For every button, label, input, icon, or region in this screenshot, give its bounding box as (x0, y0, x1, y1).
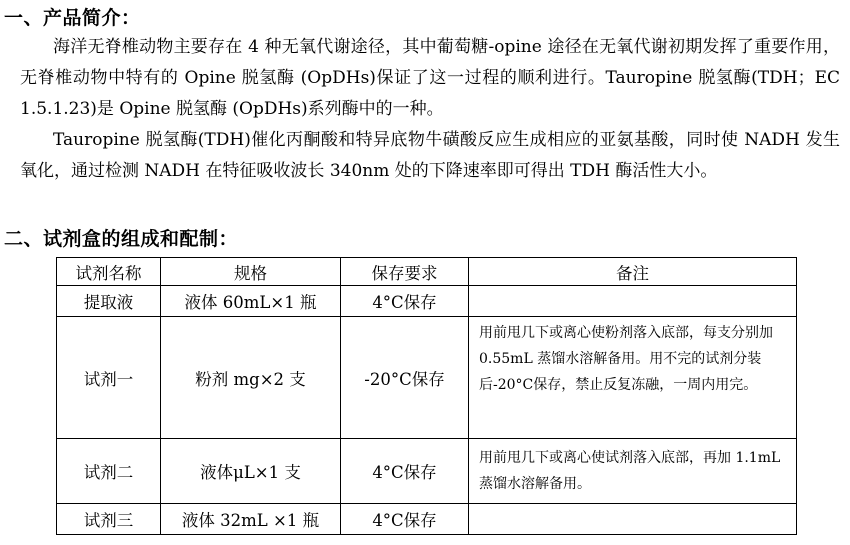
reagent-storage: 4°C保存 (341, 439, 469, 504)
table-row (57, 504, 797, 535)
reagent-storage: 4°C保存 (341, 504, 469, 535)
reagent-name: 试剂二 (57, 439, 161, 504)
reagent-spec: 粉剂 mg×2 支 (161, 317, 341, 439)
reagent-note: 用前甩几下或离心使试剂落入底部，再加 1.1mL 蒸馏水溶解备用。 (469, 439, 797, 504)
intro-paragraph-2: Tauropine 脱氢酶(TDH)催化丙酮酸和特异底物牛磺酸反应生成相应的亚氨基酸，同时使 NADH 发生氧化，通过检测 NADH 在特征吸收波长 340nm 处的下降速率即可得出 TDH 酶活性大小。 (20, 130, 840, 181)
table-row (57, 286, 797, 317)
reagent-spec: 液体μL×1 支 (161, 439, 341, 504)
reagent-spec: 液体 32mL ×1 瓶 (161, 504, 341, 535)
reagent-spec: 液体 60mL×1 瓶 (161, 286, 341, 317)
intro-paragraph-1: 海洋无脊椎动物主要存在 4 种无氧代谢途径，其中葡萄糖-opine 途径在无氧代谢初期发挥了重要作用，无脊椎动物中特有的 Opine 脱氢酶 (OpDHs)保证了这一过程的顺利进行。Tauropine 脱氢酶(TDH；EC 1.5.1.23)是 Opine 脱氢酶 (OpDHs)系列酶中的一种。 (20, 37, 840, 119)
header-remarks: 备注 (469, 258, 797, 286)
reagent-storage: -20°C保存 (341, 317, 469, 439)
reagent-note (469, 504, 797, 535)
section-heading-product-intro: 一、产品简介： (4, 7, 141, 29)
header-specification: 规格 (161, 258, 341, 286)
kit-composition-table (56, 257, 797, 535)
table-row (57, 439, 797, 504)
reagent-storage: 4°C保存 (341, 286, 469, 317)
reagent-name: 试剂一 (57, 317, 161, 439)
section-heading-kit-composition: 二、试剂盒的组成和配制： (4, 228, 239, 250)
header-reagent-name: 试剂名称 (57, 258, 161, 286)
table-header-row (57, 258, 797, 286)
header-storage: 保存要求 (341, 258, 469, 286)
table-row (57, 317, 797, 439)
reagent-note: 用前甩几下或离心使粉剂落入底部，每支分别加 0.55mL 蒸馏水溶解备用。用不完的试剂分装后-20°C保存，禁止反复冻融，一周内用完。 (469, 317, 797, 439)
reagent-note (469, 286, 797, 317)
reagent-name: 提取液 (57, 286, 161, 317)
reagent-name: 试剂三 (57, 504, 161, 535)
product-intro-body (20, 32, 840, 187)
